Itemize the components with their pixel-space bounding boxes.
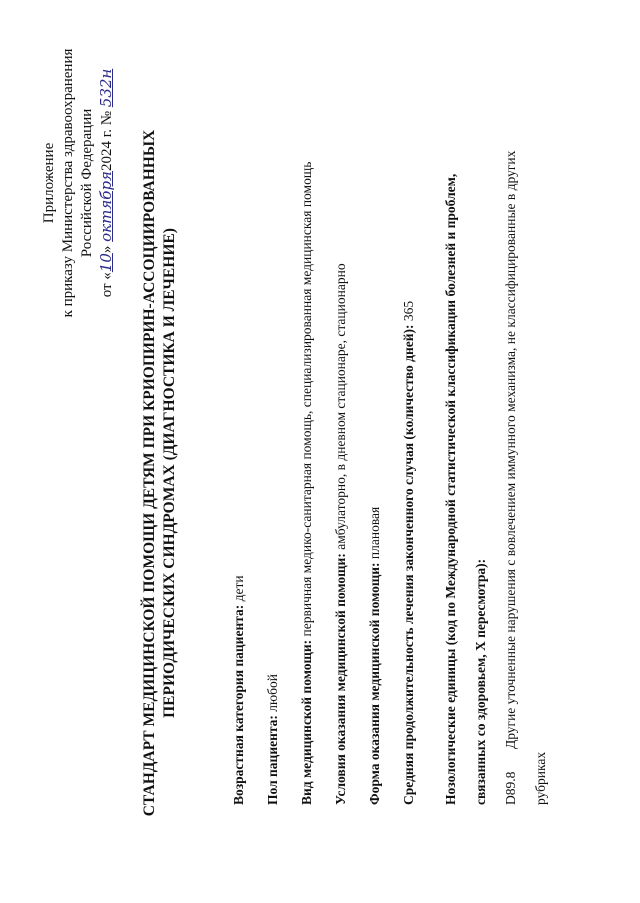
appendix-order-line: к приказу Министерства здравоохранения xyxy=(60,48,76,318)
field-label: Форма оказания медицинской помощи: xyxy=(367,562,382,805)
field-value: плановая xyxy=(367,506,382,563)
field-age-category xyxy=(222,5,256,805)
appendix-block xyxy=(40,3,117,363)
appendix-date-line xyxy=(97,3,117,363)
field-value: амбулаторно, в дневном стационаре, стационарно xyxy=(333,263,348,554)
field-label: Пол пациента: xyxy=(265,715,280,805)
field-sex xyxy=(256,5,290,805)
date-day: 10 xyxy=(97,253,115,273)
field-value: первичная медико-санитарная помощь, специализированная медицинская помощь xyxy=(299,161,314,640)
diagnosis-code: D89.8 xyxy=(503,771,518,805)
diagnosis-desc-2: рубриках xyxy=(533,751,548,805)
diagnosis-desc-1: Другие уточненные нарушения с вовлечением иммунного механизма, не классифицированные в других xyxy=(503,150,518,749)
field-value: 365 xyxy=(401,300,416,325)
field-care-form xyxy=(358,5,392,805)
appendix-ministry-line: Российской Федерации xyxy=(79,108,95,258)
nosology-label-2: связанных со здоровьем, X пересмотра): xyxy=(473,558,488,805)
date-month: октября xyxy=(97,171,115,242)
field-care-conditions xyxy=(324,5,358,805)
order-number: 532н xyxy=(97,68,115,108)
date-prefix: от « xyxy=(99,272,115,298)
field-care-type xyxy=(290,5,324,805)
field-duration xyxy=(392,5,426,805)
appendix-title: Приложение xyxy=(41,142,57,224)
field-label: Возрастная категория пациента: xyxy=(231,604,246,805)
field-label: Вид медицинской помощи: xyxy=(299,639,314,805)
title-line-1: СТАНДАРТ МЕДИЦИНСКОЙ ПОМОЩИ ДЕТЯМ ПРИ КРИОПИРИН-АССОЦИИРОВАННЫХ xyxy=(141,129,158,817)
date-mid: » xyxy=(99,241,115,254)
title-line-2: ПЕРИОДИЧЕСКИХ СИНДРОМАХ (ДИАГНОСТИКА И ЛЕЧЕНИЕ) xyxy=(161,228,178,718)
nosology-block xyxy=(436,15,556,805)
date-year: 2024 г. № xyxy=(99,110,115,171)
field-value: дети xyxy=(231,575,246,605)
field-label: Условия оказания медицинской помощи: xyxy=(333,553,348,805)
field-value: любой xyxy=(265,674,280,716)
standard-fields xyxy=(222,5,426,805)
nosology-label-1: Нозологические единицы (код по Международной статистической классификации болезней и проблем, xyxy=(443,173,458,805)
diagnosis-row xyxy=(496,15,526,805)
field-label: Средняя продолжительность лечения законченного случая (количество дней): xyxy=(401,324,416,805)
document-title xyxy=(140,73,180,873)
